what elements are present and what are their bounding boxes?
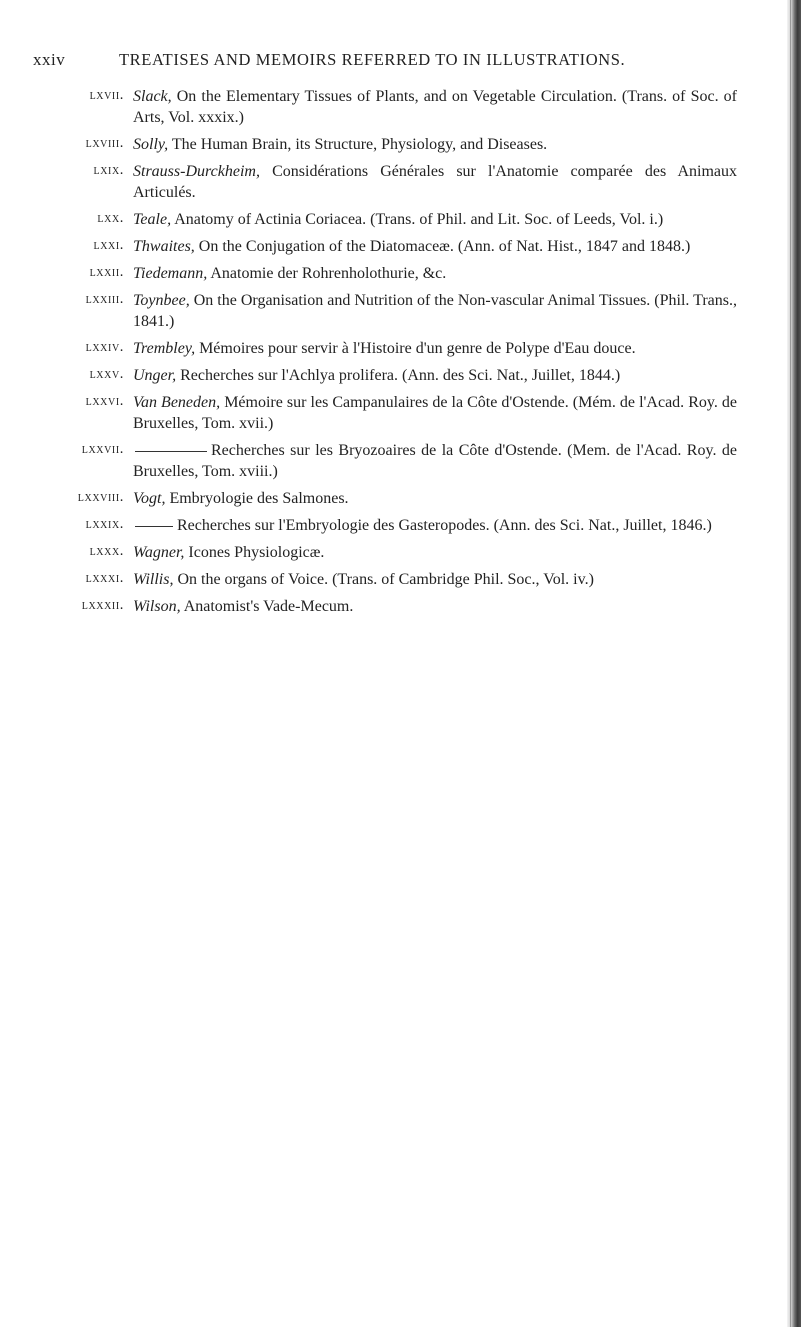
entry-text	[133, 365, 737, 386]
entry-text	[133, 440, 737, 482]
ditto-dash	[135, 526, 173, 527]
reference-entry	[0, 236, 780, 257]
reference-entry	[0, 290, 780, 332]
entry-text	[133, 392, 737, 434]
page-number: xxiv	[33, 50, 66, 69]
reference-entry	[0, 440, 780, 482]
entry-author: Solly,	[133, 136, 169, 153]
entry-numeral: lxxix.	[85, 516, 124, 532]
reference-entry	[0, 365, 780, 386]
entry-title: Anatomist's Vade-Mecum.	[183, 598, 354, 615]
entry-author: Wilson,	[133, 598, 181, 615]
entry-title: Considérations Générales sur l'Anatomie comparée des Animaux Articulés.	[133, 163, 737, 201]
reference-entry	[0, 515, 780, 536]
entry-text	[133, 596, 737, 617]
entry-author: Thwaites,	[133, 238, 195, 255]
reference-entry	[0, 569, 780, 590]
page-header	[33, 50, 763, 74]
entry-numeral: lxxiv.	[85, 339, 124, 355]
entry-title: Recherches sur l'Embryologie des Gasteropodes. (Ann. des Sci. Nat., Juillet, 1846.)	[177, 517, 712, 534]
running-title: TREATISES AND MEMOIRS REFERRED TO IN ILLUSTRATIONS.	[119, 50, 626, 69]
entry-text	[133, 209, 737, 230]
entry-author: Slack,	[133, 88, 172, 105]
entry-numeral: lxxviii.	[77, 489, 124, 505]
entry-author: Vogt,	[133, 490, 166, 507]
reference-entry	[0, 86, 780, 128]
entry-numeral: lxxxii.	[81, 597, 124, 613]
reference-entry	[0, 209, 780, 230]
entry-author: Trembley,	[133, 340, 196, 357]
entry-title: Anatomie der Rohrenholothurie, &c.	[210, 265, 447, 282]
entry-title: On the Organisation and Nutrition of the Non-vascular Animal Tissues. (Phil. Trans., 1841.)	[133, 292, 738, 330]
entry-text	[133, 290, 737, 332]
entry-author: Teale,	[133, 211, 172, 228]
reference-entry	[0, 596, 780, 617]
reference-entry	[0, 488, 780, 509]
entry-text	[133, 263, 737, 284]
entry-author: Willis,	[133, 571, 174, 588]
entry-title: On the Conjugation of the Diatomaceæ. (Ann. of Nat. Hist., 1847 and 1848.)	[198, 238, 691, 255]
entry-numeral: lxxv.	[89, 366, 124, 382]
reference-entry	[0, 134, 780, 155]
entry-title: Recherches sur les Bryozoaires de la Côte d'Ostende. (Mem. de l'Acad. Roy. de Bruxelles, Tom. xviii.)	[133, 442, 737, 480]
entry-title: On the organs of Voice. (Trans. of Cambridge Phil. Soc., Vol. iv.)	[177, 571, 594, 588]
entry-author: Tiedemann,	[133, 265, 208, 282]
entry-numeral: lxxvii.	[81, 441, 124, 457]
entry-text	[133, 134, 737, 155]
entry-title: Embryologie des Salmones.	[169, 490, 349, 507]
entry-numeral: lxxii.	[89, 264, 124, 280]
page-edge-line	[790, 0, 791, 1327]
entry-numeral: lxxiii.	[85, 291, 124, 307]
entry-numeral: lxxx.	[89, 543, 124, 559]
entry-text	[133, 236, 737, 257]
entry-numeral: lxxxi.	[85, 570, 124, 586]
entry-numeral: lxvii.	[89, 87, 124, 103]
entry-author: Wagner,	[133, 544, 185, 561]
entry-title: The Human Brain, its Structure, Physiology, and Diseases.	[171, 136, 548, 153]
entry-text	[133, 488, 737, 509]
entry-text	[133, 86, 737, 128]
reference-entry	[0, 161, 780, 203]
entry-numeral: lxxi.	[93, 237, 124, 253]
entry-numeral: lxix.	[93, 162, 124, 178]
entry-text	[133, 542, 737, 563]
entry-numeral: lxxvi.	[85, 393, 124, 409]
entry-title: On the Elementary Tissues of Plants, and on Vegetable Circulation. (Trans. of Soc. of Arts, Vol. xxxix.)	[133, 88, 738, 126]
entry-numeral: lxx.	[97, 210, 124, 226]
entry-title: Recherches sur l'Achlya prolifera. (Ann. des Sci. Nat., Juillet, 1844.)	[180, 367, 621, 384]
entry-author: Toynbee,	[133, 292, 190, 309]
entry-author: Strauss-Durckheim,	[133, 163, 260, 180]
entry-text	[133, 569, 737, 590]
reference-list	[0, 86, 780, 623]
entry-title: Mémoire sur les Campanulaires de la Côte d'Ostende. (Mém. de l'Acad. Roy. de Bruxelles, Tom. xvii.)	[133, 394, 738, 432]
entry-text	[133, 338, 737, 359]
reference-entry	[0, 542, 780, 563]
entry-author: Van Beneden,	[133, 394, 221, 411]
entry-text	[133, 515, 737, 536]
reference-entry	[0, 338, 780, 359]
entry-title: Anatomy of Actinia Coriacea. (Trans. of Phil. and Lit. Soc. of Leeds, Vol. i.)	[174, 211, 664, 228]
reference-entry	[0, 392, 780, 434]
ditto-dash	[135, 451, 207, 452]
entry-numeral: lxviii.	[85, 135, 124, 151]
entry-title: Mémoires pour servir à l'Histoire d'un genre de Polype d'Eau douce.	[199, 340, 636, 357]
entry-text	[133, 161, 737, 203]
entry-title: Icones Physiologicæ.	[188, 544, 325, 561]
entry-author: Unger,	[133, 367, 177, 384]
reference-entry	[0, 263, 780, 284]
